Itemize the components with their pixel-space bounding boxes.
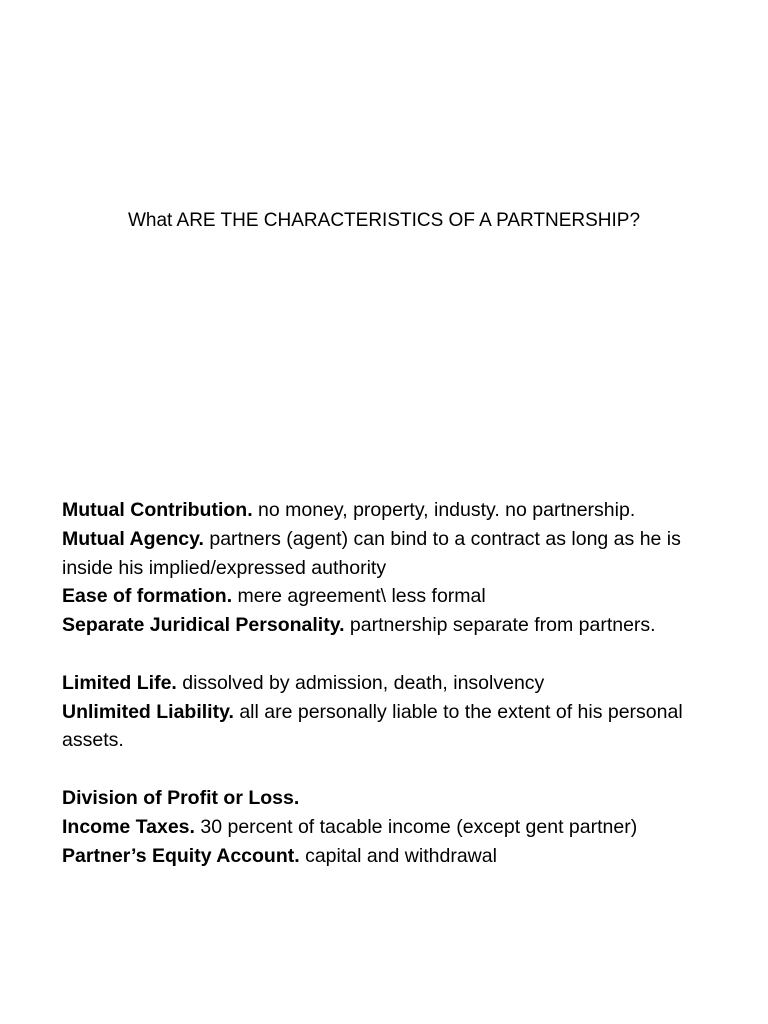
item-term: Income Taxes. [62, 815, 195, 838]
characteristics-list [62, 496, 722, 870]
item-term: Division of Profit or Loss. [62, 786, 300, 809]
item-term: Mutual Agency. [62, 527, 204, 550]
list-item-unlimited-liability [62, 698, 722, 756]
list-item-mutual-contribution [62, 496, 722, 525]
item-term: Unlimited Liability. [62, 700, 234, 723]
list-item-income-taxes [62, 813, 722, 842]
item-description: 30 percent of tacable income (except gent partner) [194, 815, 638, 838]
item-description: partnership separate from partners. [344, 614, 656, 637]
list-item-separate-juridical-personality [62, 611, 722, 640]
item-term: Partner’s Equity Account. [62, 844, 300, 867]
item-description: no money, property, industy. no partnership. [252, 499, 636, 521]
item-term: Separate Juridical Personality. [62, 614, 345, 637]
list-item-mutual-agency [62, 525, 722, 583]
page-title: What ARE THE CHARACTERISTICS OF A PARTNERSHIP? [127, 210, 641, 231]
item-description: capital and withdrawal [299, 844, 497, 867]
list-item-partners-equity-account [62, 842, 722, 871]
blank-line [62, 755, 722, 784]
item-term: Ease of formation. [62, 585, 233, 608]
item-description: all are personally liable to the extent of his personal assets. [62, 700, 683, 752]
item-description: mere agreement\ less formal [232, 585, 486, 608]
item-description: partners (agent) can bind to a contract as long as he is inside his implied/expressed authority [62, 527, 681, 579]
list-item-limited-life [62, 669, 722, 698]
blank-line [62, 640, 722, 669]
list-item-division-of-profit-or-loss [62, 784, 722, 813]
item-term: Limited Life. [62, 671, 177, 694]
list-item-ease-of-formation [62, 582, 722, 611]
item-term: Mutual Contribution. [62, 499, 253, 521]
item-description: dissolved by admission, death, insolvency [176, 671, 545, 694]
